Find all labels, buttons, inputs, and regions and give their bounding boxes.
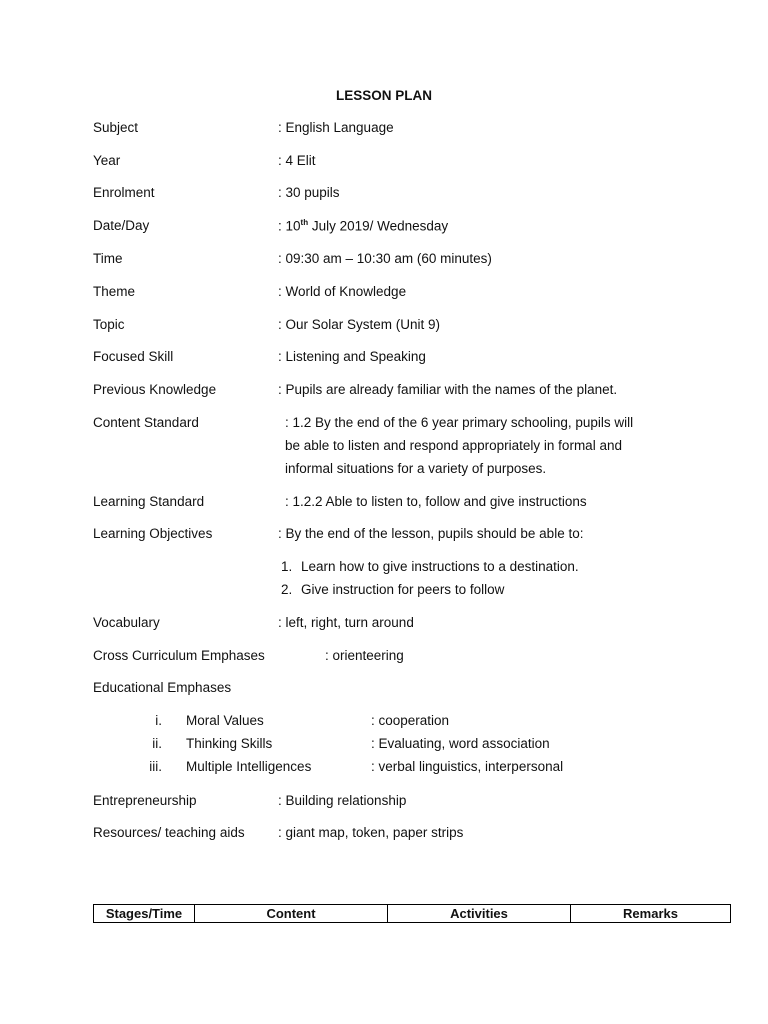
field-label: Year xyxy=(93,153,121,168)
stages-table xyxy=(93,904,731,923)
objective-text: Give instruction for peers to follow xyxy=(301,582,505,597)
field-value: : Our Solar System (Unit 9) xyxy=(278,317,441,332)
column-header-stages-time: Stages/Time xyxy=(94,905,195,923)
field-label: Entrepreneurship xyxy=(93,793,197,808)
field-label: Content Standard xyxy=(93,415,199,430)
emphasis-value: : verbal linguistics, interpersonal xyxy=(371,759,564,774)
objective-text: Learn how to give instructions to a destination. xyxy=(301,559,579,574)
field-label: Resources/ teaching aids xyxy=(93,825,245,840)
field-value: : 30 pupils xyxy=(278,185,340,200)
field-label: Subject xyxy=(93,120,139,135)
field-theme xyxy=(93,284,733,304)
field-label: Enrolment xyxy=(93,185,155,200)
field-value: : By the end of the lesson, pupils should be able to: xyxy=(278,526,584,541)
field-label: Learning Objectives xyxy=(93,526,213,541)
field-value: : left, right, turn around xyxy=(278,615,414,630)
field-value: : English Language xyxy=(278,120,394,135)
field-value: : orienteering xyxy=(325,648,404,663)
table-header-row xyxy=(94,905,731,923)
field-value: : Pupils are already familiar with the names of the planet. xyxy=(278,382,618,397)
field-label: Previous Knowledge xyxy=(93,382,217,397)
field-resources xyxy=(93,825,733,845)
objective-item xyxy=(281,582,504,597)
column-header-content: Content xyxy=(195,905,388,923)
field-label: Cross Curriculum Emphases xyxy=(93,648,265,663)
objective-number: 2. xyxy=(281,582,293,597)
content-standard-line: : 1.2 By the end of the 6 year primary schooling, pupils will xyxy=(285,415,634,430)
emphasis-item xyxy=(0,759,768,779)
date-ordinal: th xyxy=(300,218,309,227)
emphasis-name: Moral Values xyxy=(186,713,264,728)
emphasis-item xyxy=(0,736,768,756)
content-standard-line: informal situations for a variety of purposes. xyxy=(285,461,547,476)
field-year xyxy=(93,153,733,173)
emphasis-name: Thinking Skills xyxy=(186,736,273,751)
learning-standard-value: : 1.2.2 Able to listen to, follow and give instructions xyxy=(285,494,587,509)
field-educational-emphases xyxy=(93,680,733,700)
emphasis-number: iii. xyxy=(149,759,162,774)
field-time xyxy=(93,251,733,271)
field-date-day xyxy=(93,218,733,238)
field-learning-objectives xyxy=(93,526,733,546)
page-title: LESSON PLAN xyxy=(335,88,432,103)
field-label: Educational Emphases xyxy=(93,680,232,695)
field-label: Date/Day xyxy=(93,218,150,233)
objective-item xyxy=(281,559,579,574)
field-entrepreneurship xyxy=(93,793,733,813)
field-value: : 09:30 am – 10:30 am (60 minutes) xyxy=(278,251,492,266)
field-label: Vocabulary xyxy=(93,615,160,630)
emphasis-name: Multiple Intelligences xyxy=(186,759,312,774)
emphasis-value: : Evaluating, word association xyxy=(371,736,550,751)
field-subject xyxy=(93,120,733,140)
field-value: : giant map, token, paper strips xyxy=(278,825,464,840)
field-value: : Building relationship xyxy=(278,793,407,808)
emphasis-number: ii. xyxy=(152,736,162,751)
emphasis-number: i. xyxy=(155,713,162,728)
field-label: Time xyxy=(93,251,123,266)
field-label: Learning Standard xyxy=(93,494,205,509)
column-header-activities: Activities xyxy=(388,905,571,923)
field-enrolment xyxy=(93,185,733,205)
field-previous-knowledge xyxy=(93,382,733,402)
date-prefix: : 10 xyxy=(278,218,301,234)
emphasis-item xyxy=(0,713,768,733)
content-standard-line: be able to listen and respond appropriately in formal and xyxy=(285,438,622,453)
objective-number: 1. xyxy=(281,559,293,574)
field-value: : 4 Elit xyxy=(278,153,316,168)
field-value xyxy=(278,218,448,234)
date-suffix: July 2019/ Wednesday xyxy=(308,218,449,234)
field-vocabulary xyxy=(93,615,733,635)
field-topic xyxy=(93,317,733,337)
field-label: Topic xyxy=(93,317,125,332)
field-label: Focused Skill xyxy=(93,349,174,364)
field-label: Theme xyxy=(93,284,136,299)
field-focused-skill xyxy=(93,349,733,369)
emphasis-value: : cooperation xyxy=(371,713,450,728)
column-header-remarks: Remarks xyxy=(571,905,731,923)
field-value: : Listening and Speaking xyxy=(278,349,426,364)
field-value: : World of Knowledge xyxy=(278,284,407,299)
field-cross-curriculum xyxy=(93,648,733,668)
